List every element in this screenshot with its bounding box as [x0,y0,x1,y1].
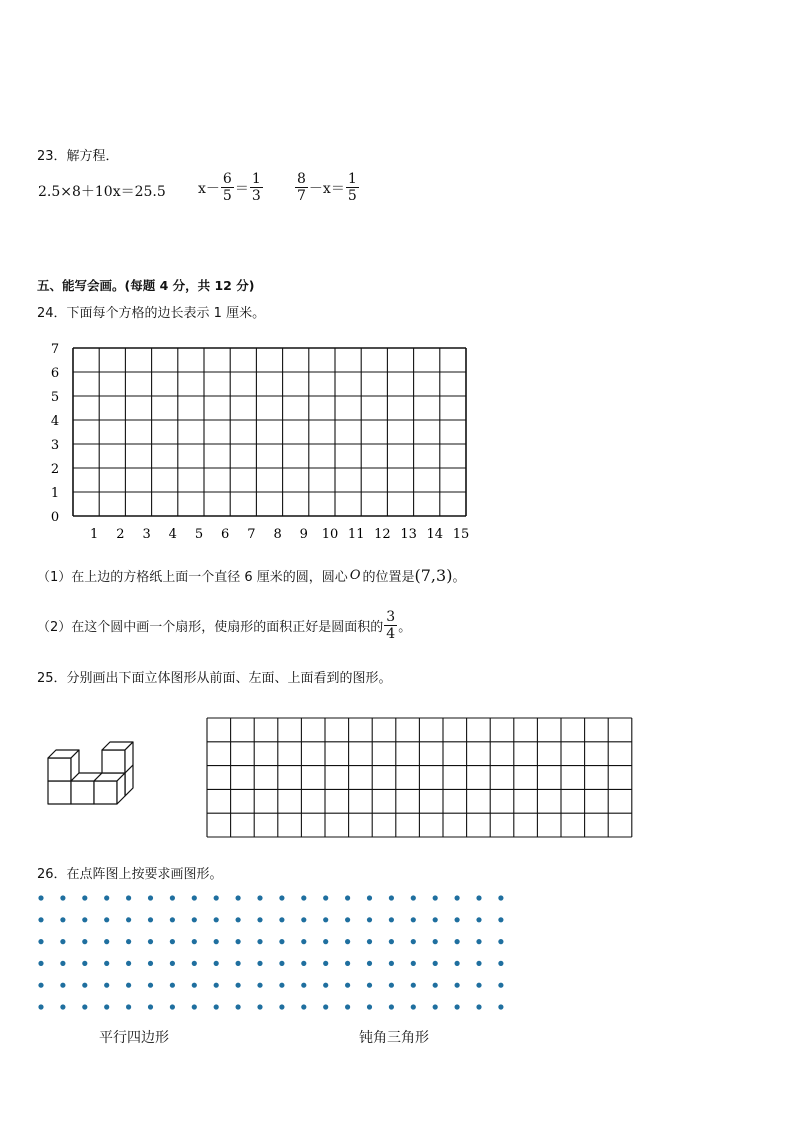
q25-title: 25．分别画出下面立体图形从前面、左面、上面看到的图形。 [37,671,392,686]
grid-dot [323,961,328,966]
coordinate-grid [40,338,490,543]
grid-dot [126,895,131,900]
grid-dot [126,983,131,988]
grid-dot [455,895,460,900]
x-tick-label: 12 [374,527,391,542]
grid-dot [433,983,438,988]
fraction [295,172,308,203]
grid-dot [214,939,219,944]
grid-dot [323,1004,328,1009]
grid-dot [411,961,416,966]
y-tick-label: 4 [50,414,60,429]
cube-face [48,758,71,781]
grid-dot [345,983,350,988]
q24-part1-text2: 的位置是 [362,570,415,585]
y-tick-label: 5 [50,390,60,405]
grid-dot [257,983,262,988]
fraction-denominator: 3 [251,188,261,204]
equation-2 [198,172,264,203]
center-position: (7,3) [414,566,453,585]
x-tick-label: 8 [273,527,282,542]
grid-dot [214,1004,219,1009]
grid-dot [476,895,481,900]
grid-dot [389,1004,394,1009]
grid-dot [148,895,153,900]
grid-dot [433,895,438,900]
q26-title: 26．在点阵图上按要求画图形。 [37,867,223,882]
grid-dot [126,939,131,944]
cube-face [94,781,117,804]
x-tick-label: 11 [347,527,365,542]
grid-dot [192,1004,197,1009]
grid-dot [148,939,153,944]
grid-dot [60,917,65,922]
grid-dot [455,939,460,944]
grid-dot [455,983,460,988]
fraction-numerator: 8 [297,171,306,187]
fraction-denominator: 5 [222,188,232,204]
fraction [384,610,397,641]
section-5-title: 五、能写会画。(每题 4 分，共 12 分) [37,278,255,293]
x-tick-label: 13 [400,527,417,542]
grid-dot [126,917,131,922]
grid-dot [433,917,438,922]
grid-dot [214,961,219,966]
grid-dot [148,983,153,988]
fraction [221,172,234,203]
grid-dot [367,939,372,944]
grid-dot [345,1004,350,1009]
q24-part2-text: （2）在这个圆中画一个扇形，使扇形的面积正好是圆面积的 [37,620,384,635]
grid-dot [455,961,460,966]
grid-dot [170,917,175,922]
grid-dot [236,895,241,900]
q24-title: 24．下面每个方格的边长表示 1 厘米。 [37,306,266,321]
cube-face [71,781,94,804]
grid-dot [389,939,394,944]
fraction-numerator: 1 [251,171,261,187]
grid-dot [236,917,241,922]
grid-dot [301,983,306,988]
grid-dot [323,895,328,900]
fraction-denominator: 5 [347,188,357,204]
grid-dot [257,895,262,900]
grid-dot [279,939,284,944]
grid-dot [345,961,350,966]
grid-dot [476,939,481,944]
equation-2-left: x－ [198,180,220,197]
grid-dot [301,961,306,966]
grid-dot [323,917,328,922]
grid-dot [82,961,87,966]
x-tick-label: 2 [116,527,125,542]
grid-dot [236,939,241,944]
drawing-grid [205,716,635,840]
label-parallelogram: 平行四边形 [99,1030,169,1046]
grid-dot [82,895,87,900]
equation-1: 2.5×8＋10x＝25.5 [38,184,166,200]
x-tick-label: 4 [168,527,177,542]
grid-dot [104,895,109,900]
grid-dot [301,939,306,944]
grid-dot [38,983,43,988]
grid-dot [257,917,262,922]
grid-dot [411,983,416,988]
grid-dot [411,939,416,944]
x-tick-label: 6 [221,527,230,542]
fraction-numerator: 6 [222,171,232,187]
x-tick-label: 5 [194,527,204,542]
x-tick-label: 7 [247,527,256,542]
grid-dot [411,917,416,922]
grid-dot [192,939,197,944]
grid-dot [257,939,262,944]
grid-dot [236,961,241,966]
grid-dot [170,939,175,944]
q24-part1-end: 。 [452,570,466,585]
grid-dot [104,961,109,966]
grid-dot [192,895,197,900]
fraction-denominator: 7 [297,188,306,204]
label-obtuse-triangle: 钝角三角形 [359,1030,429,1046]
grid-dot [126,961,131,966]
grid-dot [279,1004,284,1009]
fraction-numerator: 3 [386,609,396,625]
grid-dot [257,1004,262,1009]
grid-dot [498,895,503,900]
grid-dot [301,917,306,922]
grid-dot [411,1004,416,1009]
grid-dot [279,983,284,988]
grid-dot [38,895,43,900]
grid-dot [104,939,109,944]
grid-dot [389,961,394,966]
x-tick-label: 15 [452,527,470,542]
grid-dot [60,1004,65,1009]
y-tick-label: 1 [50,486,60,501]
y-tick-label: 0 [50,510,60,525]
dot-grid [34,890,518,1016]
grid-dot [345,917,350,922]
q24-part1 [37,566,465,585]
x-tick-label: 10 [321,527,339,542]
grid-dot [345,895,350,900]
cube-face [48,781,71,804]
grid-dot [433,1004,438,1009]
grid-dot [214,917,219,922]
grid-dot [236,983,241,988]
grid-dot [170,1004,175,1009]
y-tick-label: 2 [50,462,60,477]
grid-dot [104,1004,109,1009]
grid-dot [367,895,372,900]
grid-dot [301,1004,306,1009]
x-tick-label: 14 [426,527,444,542]
grid-dot [498,917,503,922]
x-tick-label: 9 [299,527,308,542]
grid-dot [476,983,481,988]
grid-dot [389,917,394,922]
grid-dot [279,917,284,922]
grid-dot [60,983,65,988]
grid-dot [214,983,219,988]
grid-dot [498,961,503,966]
q24-part2-end: 。 [398,620,412,635]
grid-dot [38,961,43,966]
grid-dot [323,983,328,988]
y-tick-label: 6 [50,366,60,381]
grid-dot [192,983,197,988]
grid-dot [170,895,175,900]
grid-dot [148,961,153,966]
equation-3-middle: －x＝ [308,180,345,197]
grid-dot [104,983,109,988]
grid-dot [60,939,65,944]
grid-dot [279,961,284,966]
cube-face [102,750,125,773]
grid-dot [38,939,43,944]
center-variable: O [349,568,361,583]
grid-dot [104,917,109,922]
cube-solid-figure [44,738,136,808]
x-tick-label: 1 [90,527,99,542]
grid-dot [301,895,306,900]
grid-dot [498,939,503,944]
grid-dot [214,895,219,900]
grid-dot [82,939,87,944]
grid-dot [433,961,438,966]
grid-dot [82,917,87,922]
q24-part1-text: （1）在上边的方格纸上面一个直径 6 厘米的圆，圆心 [37,570,348,585]
grid-dot [367,917,372,922]
equation-3 [294,172,360,203]
grid-dot [389,895,394,900]
grid-dot [148,1004,153,1009]
fraction-numerator: 1 [347,171,357,187]
q24-part2 [37,610,411,641]
grid-dot [82,983,87,988]
grid-dot [476,961,481,966]
grid-dot [60,961,65,966]
grid-dot [367,961,372,966]
grid-dot [433,939,438,944]
grid-dot [257,961,262,966]
grid-dot [192,961,197,966]
fraction [250,172,263,203]
grid-dot [455,1004,460,1009]
grid-dot [148,917,153,922]
grid-dot [170,961,175,966]
grid-dot [455,917,460,922]
fraction [346,172,359,203]
y-tick-label: 3 [50,438,60,453]
grid-dot [170,983,175,988]
grid-dot [498,983,503,988]
grid-dot [476,917,481,922]
q23-title: 23．解方程． [37,149,119,164]
equals-sign: ＝ [234,180,249,197]
grid-dot [411,895,416,900]
fraction-denominator: 4 [386,626,396,642]
grid-dot [389,983,394,988]
grid-dot [82,1004,87,1009]
grid-dot [367,1004,372,1009]
y-tick-label: 7 [50,342,60,357]
grid-dot [323,939,328,944]
grid-dot [367,983,372,988]
grid-dot [345,939,350,944]
grid-dot [192,917,197,922]
x-tick-label: 3 [142,527,151,542]
grid-dot [498,1004,503,1009]
grid-dot [126,1004,131,1009]
grid-dot [476,1004,481,1009]
grid-dot [236,1004,241,1009]
grid-dot [279,895,284,900]
grid-dot [38,1004,43,1009]
grid-dot [60,895,65,900]
grid-dot [38,917,43,922]
